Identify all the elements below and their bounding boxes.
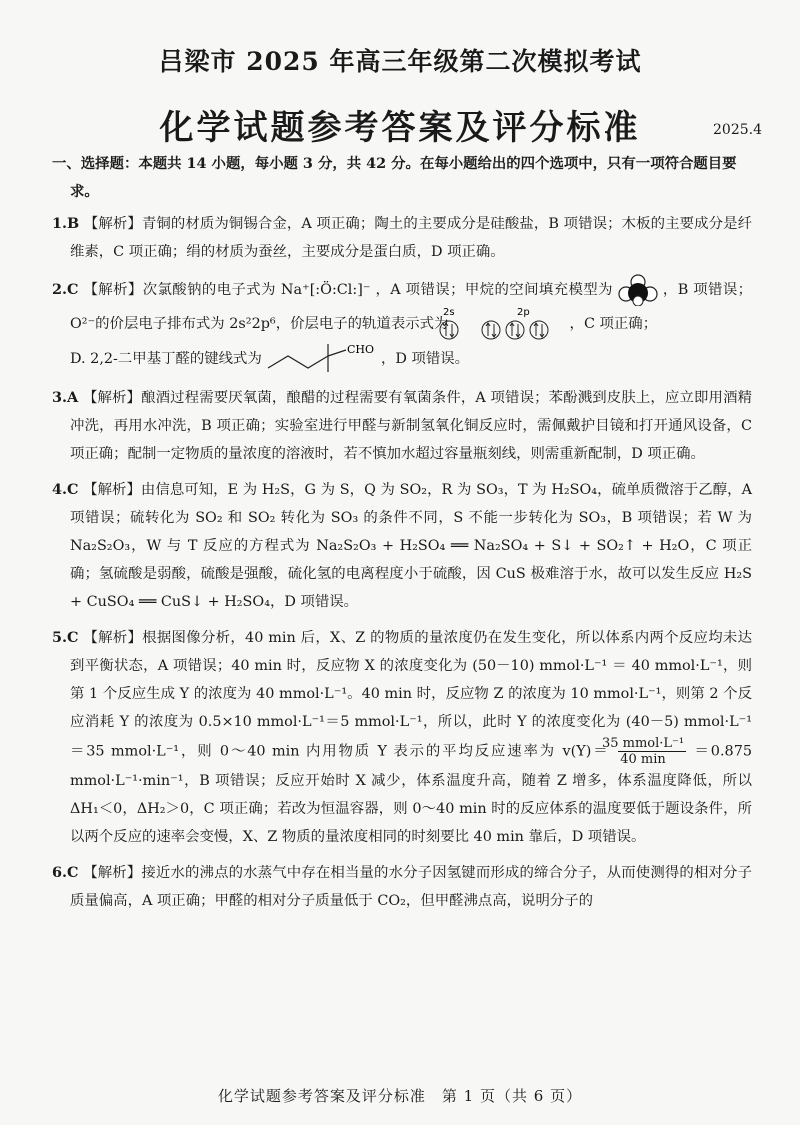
item-number: 4.C xyxy=(52,481,79,498)
skeletal-formula xyxy=(266,342,376,376)
cho-label: CHO xyxy=(347,343,375,356)
page-title: 化学试题参考答案及评分标准 xyxy=(159,108,641,148)
item-number: 2.C xyxy=(52,281,79,298)
answer-item-5 xyxy=(52,624,752,851)
fraction-denominator: 40 min xyxy=(620,752,666,767)
methane-space-filling-model xyxy=(618,274,658,306)
page-footer: 化学试题参考答案及评分标准 第 1 页（共 6 页） xyxy=(217,1087,583,1105)
item-explanation: 【解析】接近水的沸点的水蒸气中存在相当量的水分子因氢键而形成的缔合分子，从而使测得的相对分子质量偏高，A 项正确；甲醛的相对分子质量低于 CO₂，但甲醛沸点高，说明分子的 xyxy=(70,865,752,909)
answer-item-2 xyxy=(52,274,752,376)
item-number: 5.C xyxy=(52,629,79,646)
item-explanation-part: 【解析】根据图像分析，40 min 后，X、Z 的物质的量浓度仍在发生变化，所以体系内两个反应均未达到平衡状态，A 项错误；40 min 时，反应物 X 的浓度变化为 (50－10) mmol·L⁻¹ ＝ 40 mmol·L⁻¹，则第 1 个反应生成 Y 的浓度为 40 mmol·L⁻¹。40 min 时，反应物 Z 的浓度为 10 mmol·L⁻¹，则第 2 个反应消耗 Y 的浓度为 0.5×10 mmol·L⁻¹＝5 mmol·L⁻¹，所以，此时 Y 的浓度变化为 (40－5) mmol·L⁻¹＝35 mmol·L⁻¹，则 0～40 min 内用物质 Y 表示的平均反应速率为 v(Y)＝ xyxy=(70,630,752,760)
section-heading: 一、选择题：本题共 14 小题，每小题 3 分，共 42 分。在每小题给出的四个选项中，只有一项符合题目要求。 xyxy=(52,155,737,200)
item-explanation-part: D. 2,2-二甲基丁醛的键线式为 xyxy=(70,351,262,367)
answer-item-4 xyxy=(52,476,752,616)
item-explanation-part: ，A 项错误；甲烷的空间填充模型为 xyxy=(375,282,613,298)
orbital-label-2p: 2p xyxy=(516,307,530,318)
item-explanation-part: ＝0.875 mmol·L⁻¹·min⁻¹，B 项错误；反应开始时 X 减少，体系温度升高，随着 Z 增多，体系温度降低，所以 ΔH₁＜0，ΔH₂＞0，C 项正确；若改为恒温容器，则 0～40 min 时的反应体系的温度要低于题设条件，所以两个反应的速率会变慢，X、Z 物质的量浓度相同的时刻要比 40 min 靠后，D 项错误。 xyxy=(70,743,753,845)
item-number: 6.C xyxy=(52,864,79,881)
item-explanation-part: ，C 项正确； xyxy=(569,316,658,332)
answer-item-3 xyxy=(52,384,752,468)
answer-item-6 xyxy=(52,859,752,915)
orbital-label-2s: 2s xyxy=(442,307,455,318)
item-number: 1.B xyxy=(52,215,80,232)
rate-fraction xyxy=(601,736,686,767)
fraction-numerator: 35 mmol·L⁻¹ xyxy=(601,736,685,751)
item-explanation-part: ，D 项错误。 xyxy=(381,351,470,367)
item-explanation: 【解析】酿酒过程需要厌氧菌，酿醋的过程需要有氧菌条件，A 项错误；苯酚溅到皮肤上，应立即用酒精冲洗，再用水冲洗，B 项正确；实验室进行甲醛与新制氢氧化铜反应时，需佩戴护目镜和打开通风设备，C 项正确；配制一定物质的量浓度的溶液时，若不慎加水超过容量瓶刻线，则需重新配制，D 项正确。 xyxy=(70,390,752,462)
answer-content xyxy=(52,150,752,923)
answer-item-1 xyxy=(52,210,752,266)
electron-formula: Na⁺[:Ö:Cl:]⁻ xyxy=(280,282,371,298)
item-number: 3.A xyxy=(52,389,79,406)
item-explanation: 【解析】青铜的材质为铜锡合金，A 项正确；陶土的主要成分是硅酸盐，B 项错误；木板的主要成分是纤维素，C 项正确；绢的材质为蚕丝，主要成分是蛋白质，D 项正确。 xyxy=(70,216,752,260)
item-explanation: 【解析】由信息可知，E 为 H₂S，G 为 S，Q 为 SO₂，R 为 SO₃，T 为 H₂SO₄，硫单质微溶于乙醇，A 项错误；硫转化为 SO₂ 和 SO₂ 转化为 SO₃ 的条件不同，S 不能一步转化为 SO₃，B 项错误；若 W 为 Na₂S₂O₃，W 与 T 反应的方程式为 Na₂S₂O₃ + H₂SO₄ ══ Na₂SO₄ + S↓ + SO₂↑ + H₂O，C 项正确；氢硫酸是弱酸，硫酸是强酸，硫化氢的电离程度小于硫酸，因 CuS 极难溶于水，故可以发生反应 H₂S + CuSO₄ ══ CuS↓ + H₂SO₄，D 项错误。 xyxy=(70,482,753,610)
exam-name: 吕梁市 2025 年高三年级第二次模拟考试 xyxy=(158,47,642,76)
exam-date: 2025.4 xyxy=(713,122,762,138)
item-explanation-part: ，B 项错误；O²⁻的价层电子排布式为 2s²2p⁶，价层电子的轨道表示式为 xyxy=(70,282,753,332)
orbital-diagram-svg xyxy=(435,306,565,342)
orbital-diagram xyxy=(442,306,565,342)
item-explanation-part: 【解析】次氯酸钠的电子式为 xyxy=(83,282,276,298)
